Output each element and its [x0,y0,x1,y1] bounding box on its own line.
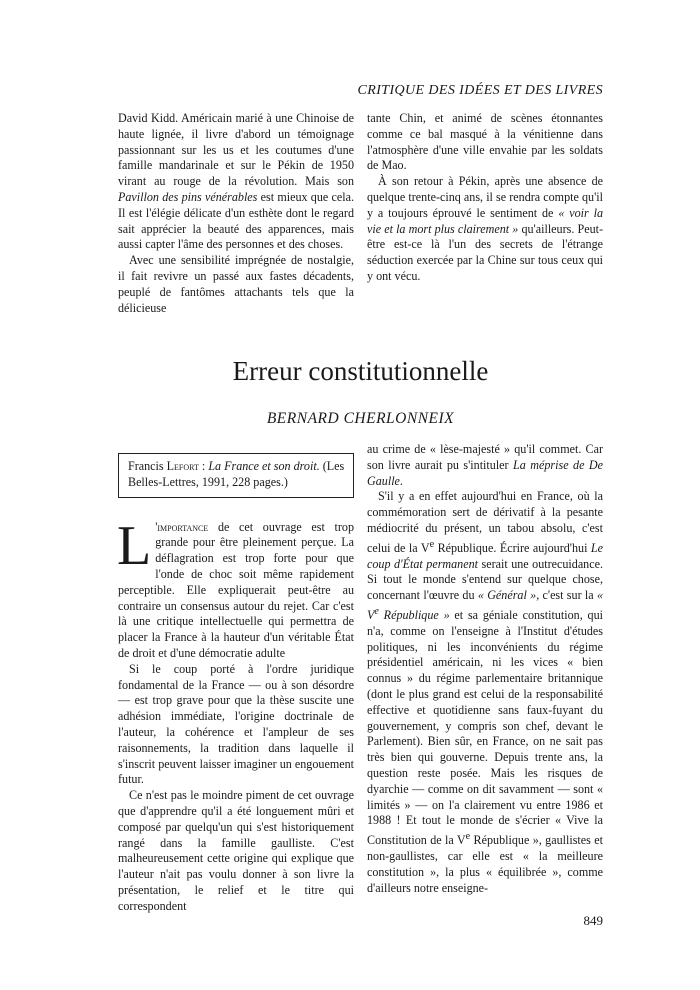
book-title: La méprise de De Gaulle [367,457,603,488]
previous-review-left-column [118,111,354,316]
paragraph: Si le coup porté à l'ordre juridique fondamental de la France — ou à son désordre — est trop grave pour que la thèse suscite une adhésion immédiate, l'origine doctrinale de l'auteur, la cohérence et l'ampleur de ses raisonnements, la tradition dans laquelle il s'inscrit peuvent laisser imaginer un engouement futur. [118,661,354,787]
paragraph: au crime de « lèse-majesté » qu'il commet. Car son livre aurait pu s'intituler La méprise de De Gaulle. [367,442,603,488]
quotation: « Général » [477,588,537,603]
quotation: « voir la vie et la mort plus clairement » [367,205,603,236]
article-title: Erreur constitutionnelle [232,356,489,386]
article-left-column [118,453,354,915]
reference-author: Lefort [166,459,199,473]
page-number: 849 [583,913,603,928]
book-title: Le coup d'État permanent [367,540,603,571]
reference-book-title: La France et son droit. [208,459,320,473]
paragraph: Ce n'est pas le moindre piment de cet ouvrage que d'apprendre qu'il a été longuement mûri et composé par quelqu'un qui s'est historiquement rangé dans la famille gaulliste. C'est malheureusement cette origine qui explique que l'auteur n'ait pas voulu donner à son livre la présentation, le relief et le titre qui correspondent [118,788,354,913]
book-reference-box: Francis Lefort : La France et son droit. (Les Belles-Lettres, 1991, 228 pages.) [118,453,354,498]
article-right-column [367,442,603,896]
paragraph: tante Chin, et animé de scènes étonnantes comme ce bal masqué à la vénitienne dans l'atmosphère d'une ville envahie par les soldats de Mao. [367,111,603,173]
paragraph: David Kidd. Américain marié à une Chinoise de haute lignée, il livre d'abord un témoignage passionnant sur les us et les coutumes d'une famille mandarinale et sur le Pékin de 1950 virant au rouge de la révolution. Mais son Pavillon des pins vénérables est mieux que cela. Il est l'élégie délicate d'un esthète dont le regard sait apprécier la beauté des apparences, mais aussi capter l'âme des personnes et des choses. [118,111,354,252]
drop-cap: L [117,514,152,577]
paragraph: Avec une sensibilité imprégnée de nostalgie, il fait revivre un passé aux fastes décadents, peuplé de fantômes attachants tels que la délicieuse [118,253,354,315]
quotation: « Ve République » [367,588,603,623]
running-head: CRITIQUE DES IDÉES ET DES LIVRES [357,83,603,98]
paragraph: L 'importance de cet ouvrage est trop grande pour être pleinement perçue. La déflagration est trop forte pour que l'onde de choc soit même rapidement perceptible. Elle expliquerait peut-être au contraire un consensus autour du rejet. Car c'est là une critique intellectuelle qui permettra de placer la France à la hauteur d'un véritable État de droit et d'une démocratie adulte [117,514,354,660]
previous-review-right-column [367,111,603,285]
article-author: BERNARD CHERLONNEIX [266,410,455,427]
paragraph: S'il y a en effet aujourd'hui en France, où la commémoration sert de dérivatif à la pesante médiocrité du présent, un tabou absolu, c'est celui de la Ve République. Écrire aujourd'hui Le coup d'État permanent serait une outrecuidance. Si tout le monde s'entend sur quelque chose, concernant l'œuvre du « Général », c'est sur la « Ve République » et sa géniale constitution, qui n'a, comme on l'enseigne à l'Institut d'études politiques, ni les inconvénients du régime présidentiel américain, ni les vices « bien connus » du régime parlementaire britannique (dont le plus grand est celui de la responsabilité effective et quotidienne sans faux-fuyant du gouvernement, y compris son chef, devant le Parlement). Bien sûr, en France, on ne sait pas très bien qui gouverne. Depuis trente ans, la question reste posée. Mais les risques de dyarchie — comme on dit savamment — sont « limités » — on l'a clairement vu entre 1986 et 1988 ! Et tout le monde de s'écrier « Vive la Constitution de la Ve République », gaullistes et non-gaullistes, car elle est « la meilleure constitution », la plus « équilibrée », comme d'ailleurs notre enseigne- [367,489,603,895]
lead-in: 'importance [155,519,209,534]
book-title: Pavillon des pins vénérables [118,189,258,204]
paragraph: À son retour à Pékin, après une absence de quelque trente-cinq ans, il se rendra compte qu'il y a toujours éprouvé le sentiment de « voir la vie et la mort plus clairement » qu'ailleurs. Peut-être est-ce là l'un des secrets de l'étrange séduction exercée par la Chine sur tous ceux qui y ont vécu. [367,174,604,283]
